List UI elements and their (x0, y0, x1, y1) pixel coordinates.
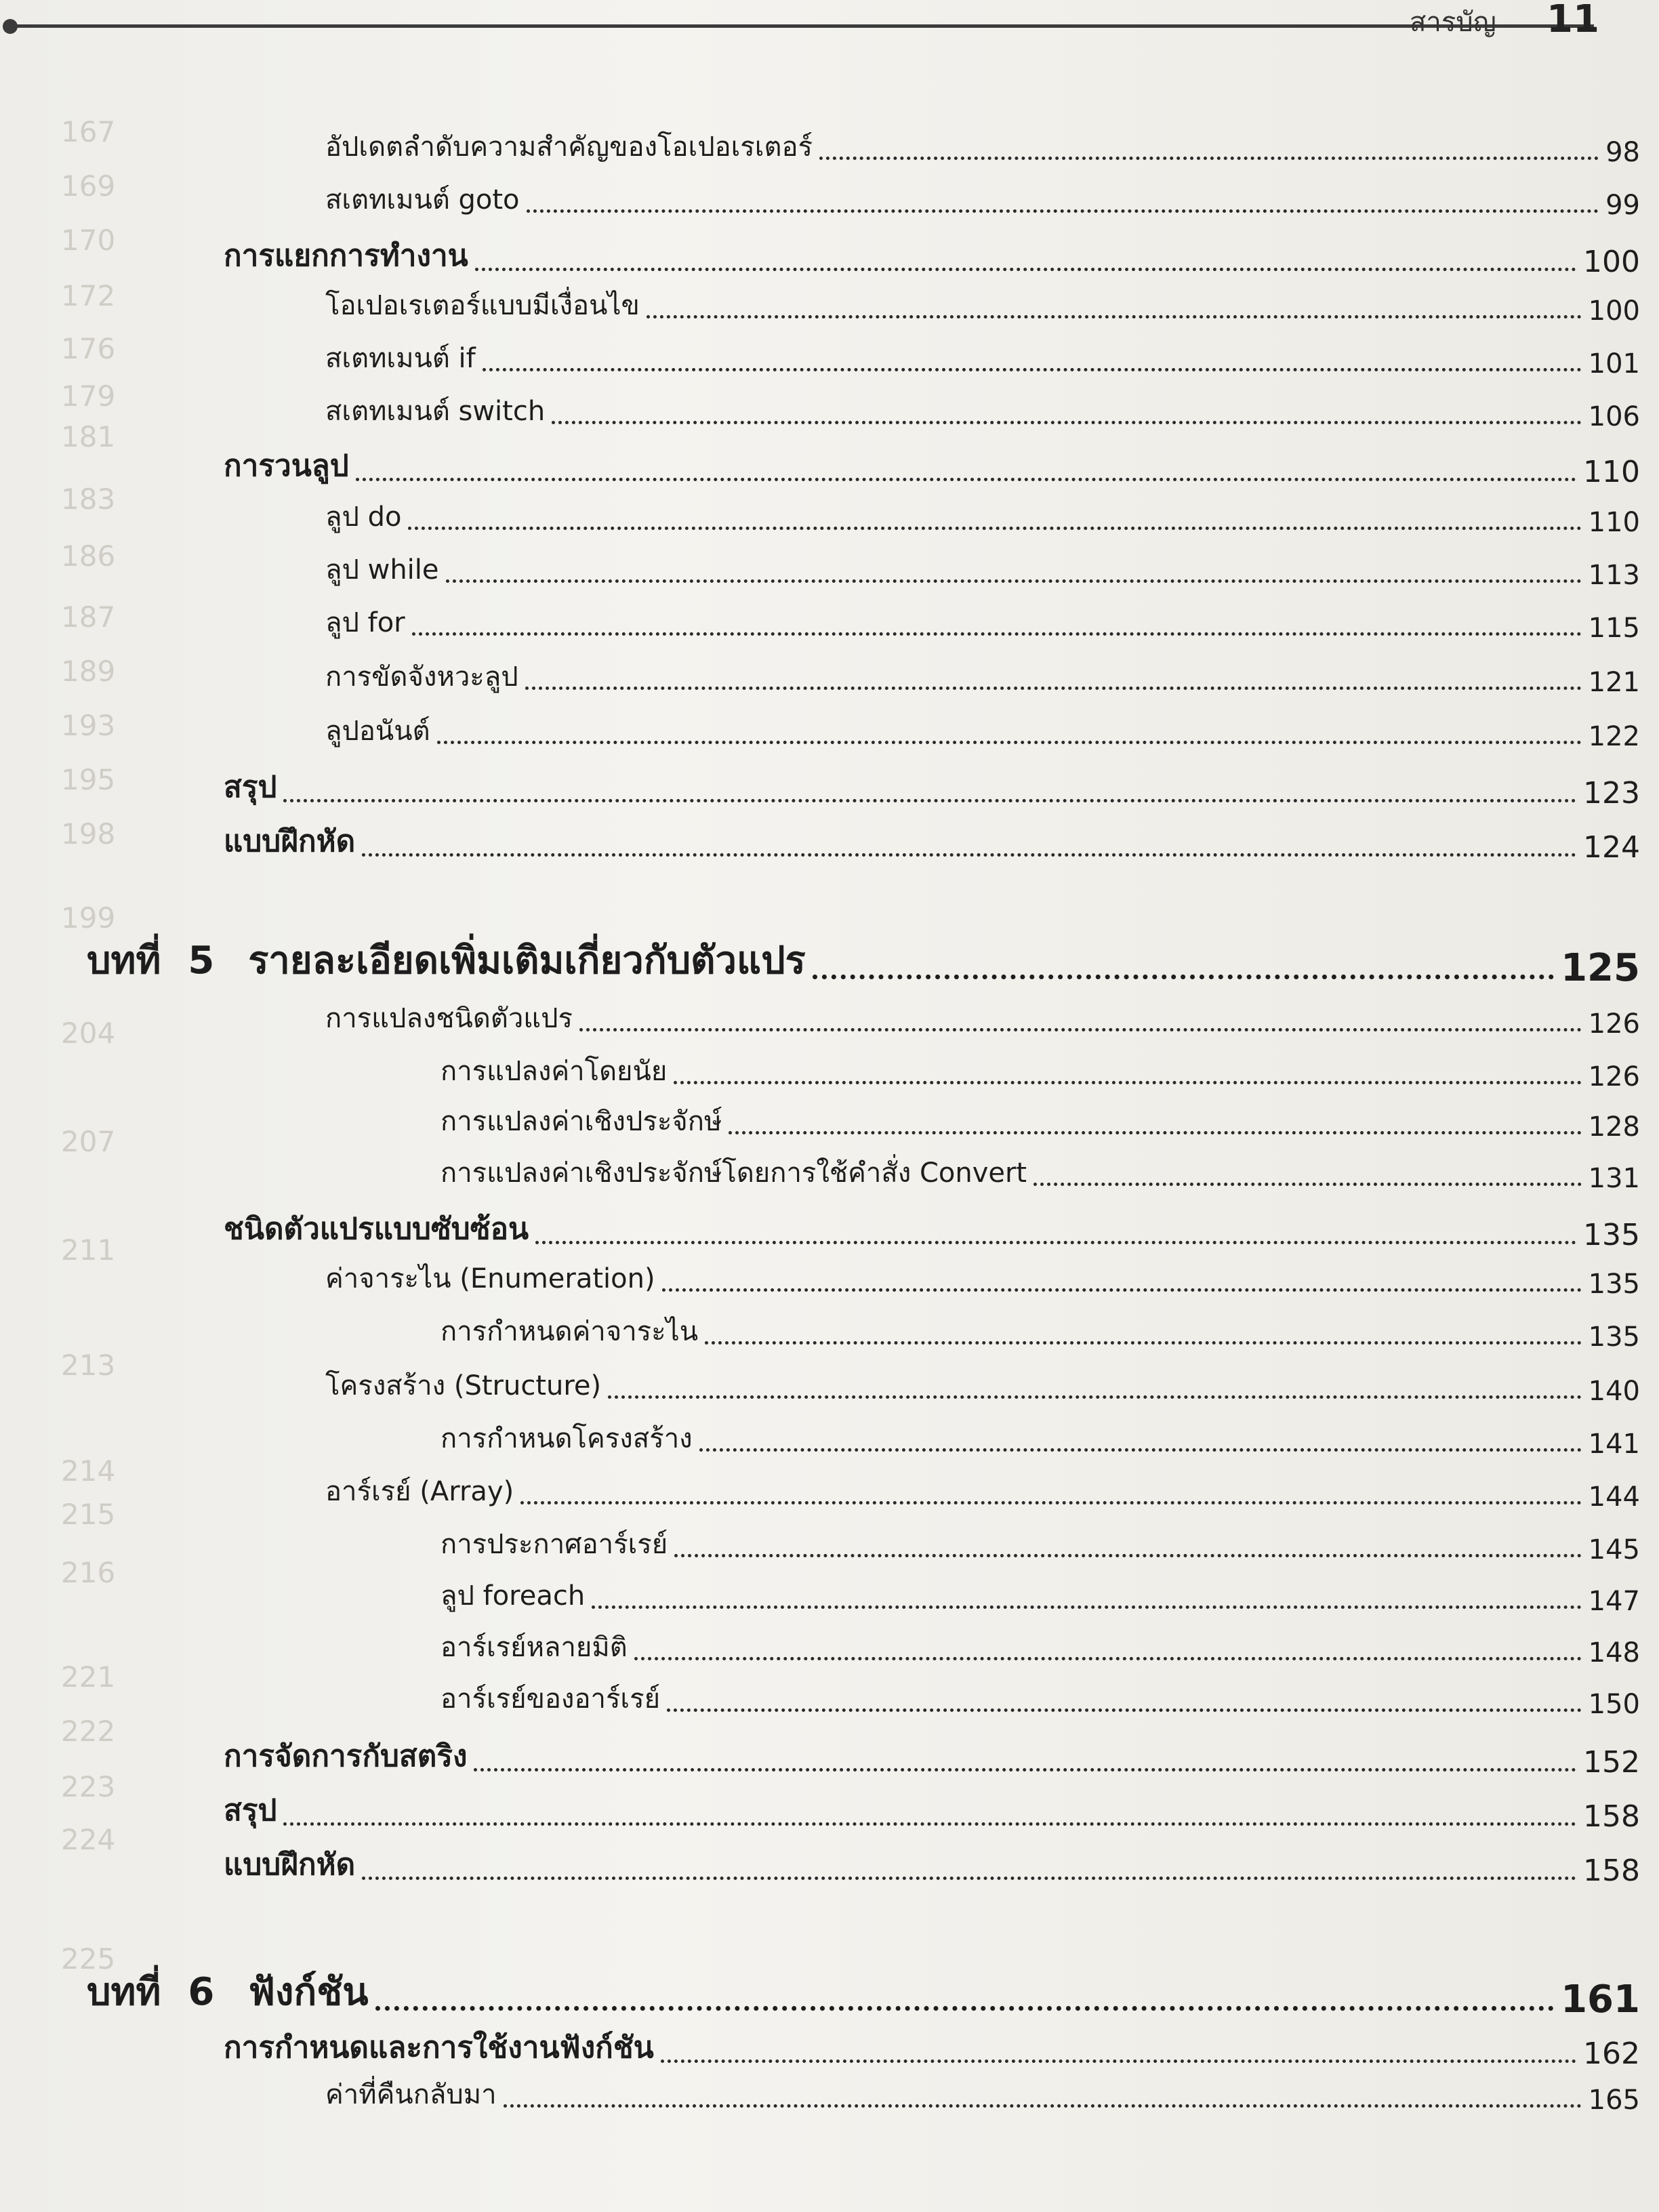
entry-page-number: 147 (1588, 1586, 1640, 1617)
entry-page-number: 135 (1588, 1322, 1640, 1353)
entry-page-number: 100 (1583, 245, 1640, 279)
ghost-number: 195 (61, 763, 116, 796)
chapter-name: รายละเอียดเพิ่มเติมเกี่ยวกับตัวแปร (248, 939, 806, 983)
entry-title: สเตทเมนต์ if (325, 343, 476, 374)
entry-title: แบบฝึกหัด (224, 824, 356, 859)
ghost-number: 167 (61, 115, 116, 148)
dot-leader (475, 268, 1576, 271)
entry-page-number: 144 (1588, 1481, 1640, 1513)
chapter-name: ฟังก์ชัน (248, 1970, 369, 2014)
ghost-number: 179 (61, 380, 116, 413)
toc-entry (441, 1151, 1640, 1194)
dot-leader (1033, 1183, 1582, 1186)
toc-entry (441, 1625, 1640, 1668)
chapter-label: บทที่ (87, 1970, 161, 2014)
dot-leader (579, 1028, 1582, 1031)
ghost-number: 181 (61, 420, 116, 453)
dot-leader (446, 579, 1582, 583)
dot-leader (535, 1241, 1576, 1244)
entry-title: ลูปอนันต์ (325, 716, 430, 747)
toc-entry (441, 1416, 1640, 1460)
dot-leader (362, 1877, 1576, 1880)
entry-title: อาร์เรย์หลายมิติ (441, 1632, 628, 1663)
dot-leader (283, 799, 1576, 802)
entry-page-number: 135 (1583, 1218, 1640, 1252)
entry-page-number: 140 (1588, 1376, 1640, 1407)
entry-page-number: 110 (1583, 455, 1640, 489)
toc-entry (224, 1205, 1640, 1252)
entry-title: การจัดการกับสตริง (224, 1739, 468, 1774)
entry-page-number: 162 (1583, 2036, 1640, 2071)
dot-leader (819, 157, 1599, 160)
entry-page-number: 115 (1588, 613, 1640, 644)
entry-title: สรุป (224, 770, 277, 804)
dot-leader (525, 687, 1582, 690)
entry-title: การวนลูป (224, 449, 349, 483)
toc-entry (325, 996, 1640, 1040)
entry-title: การกำหนดโครงสร้าง (441, 1423, 693, 1454)
chapter-entry (87, 1961, 1640, 2022)
toc-entry (325, 548, 1640, 591)
entry-title: สเตทเมนต์ switch (325, 396, 546, 427)
toc-entry (224, 763, 1640, 811)
chapter-title (87, 1961, 369, 2022)
dot-leader (283, 1822, 1576, 1826)
chapter-title (87, 930, 806, 990)
ghost-number: 169 (61, 169, 116, 203)
dot-leader (661, 2060, 1576, 2063)
ghost-number: 214 (61, 1454, 116, 1488)
toc-entry (224, 817, 1640, 865)
entry-title: ลูป for (325, 607, 405, 638)
entry-page-number: 141 (1588, 1429, 1640, 1460)
toc-entry (224, 442, 1640, 489)
toc-entry (325, 495, 1640, 538)
entry-page-number: 113 (1588, 560, 1640, 591)
entry-page-number: 150 (1588, 1689, 1640, 1720)
entry-title: การกำหนดและการใช้งานฟังก์ชัน (224, 2030, 654, 2065)
entry-title: การแยกการทำงาน (224, 239, 468, 273)
entry-title: การแปลงชนิดตัวแปร (325, 1003, 573, 1034)
ghost-number: 204 (61, 1017, 116, 1050)
dot-leader (552, 421, 1581, 424)
entry-title: การแปลงค่าโดยนัย (441, 1056, 668, 1087)
ghost-number: 193 (61, 709, 116, 742)
entry-page-number: 161 (1561, 1978, 1640, 2022)
page-number: 11 (1547, 0, 1599, 41)
ghost-number: 199 (61, 901, 116, 935)
ghost-number: 207 (61, 1125, 116, 1158)
entry-title: สเตทเมนต์ goto (325, 184, 520, 216)
toc-entry (325, 600, 1640, 644)
ghost-number: 183 (61, 483, 116, 516)
toc-entry (224, 2024, 1640, 2071)
ghost-number: 187 (61, 600, 116, 634)
dot-leader (699, 1448, 1582, 1452)
chapter-entry (87, 930, 1640, 990)
entry-title: สรุป (224, 1793, 277, 1828)
dot-leader (705, 1341, 1582, 1345)
entry-page-number: 100 (1588, 295, 1640, 327)
dot-leader (375, 2006, 1555, 2011)
entry-title: การแปลงค่าเชิงประจักษ์โดยการใช้คำสั่ง Convert (441, 1158, 1027, 1189)
dot-leader (813, 975, 1554, 979)
dot-leader (504, 2104, 1582, 2108)
ghost-number: 215 (61, 1498, 116, 1531)
entry-title: ชนิดตัวแปรแบบซับซ้อน (224, 1212, 529, 1246)
entry-title: ลูป do (325, 501, 402, 533)
ghost-number: 222 (61, 1715, 116, 1748)
entry-title: โอเปอเรเตอร์แบบมีเงื่อนไข (325, 290, 640, 321)
dot-leader (729, 1131, 1581, 1134)
ghost-number: 216 (61, 1556, 116, 1589)
ghost-number: 172 (61, 279, 116, 312)
dot-leader (408, 527, 1581, 530)
toc-entry (325, 283, 1640, 327)
toc-entry (325, 1469, 1640, 1513)
entry-page-number: 126 (1588, 1008, 1640, 1040)
entry-title: การขัดจังหวะลูป (325, 661, 518, 693)
dot-leader (362, 853, 1576, 857)
entry-title: การกำหนดค่าจาระไน (441, 1316, 699, 1347)
entry-page-number: 152 (1583, 1745, 1640, 1780)
toc-entry (224, 1841, 1640, 1888)
toc-entry (441, 1309, 1640, 1353)
entry-title: อาร์เรย์ (Array) (325, 1476, 514, 1507)
ghost-number: 170 (61, 224, 116, 257)
ghost-number: 198 (61, 817, 116, 851)
toc-entry (441, 1574, 1640, 1617)
entry-title: ลูป while (325, 554, 439, 586)
toc-entry (441, 1677, 1640, 1720)
toc-entry (325, 389, 1640, 432)
entry-title: การประกาศอาร์เรย์ (441, 1529, 668, 1560)
toc-entry (441, 1522, 1640, 1565)
ghost-number: 211 (61, 1233, 116, 1267)
toc-entry (224, 1732, 1640, 1780)
dot-leader (608, 1395, 1581, 1399)
header-rule (8, 24, 1594, 28)
entry-page-number: 124 (1583, 830, 1640, 865)
entry-page-number: 131 (1588, 1163, 1640, 1194)
entry-page-number: 158 (1583, 1799, 1640, 1834)
entry-page-number: 145 (1588, 1534, 1640, 1565)
dot-leader (667, 1708, 1582, 1712)
toc-entry (441, 1099, 1640, 1143)
chapter-number: 5 (188, 939, 215, 983)
entry-title: โครงสร้าง (Structure) (325, 1370, 602, 1401)
ghost-number: 225 (61, 1942, 116, 1975)
entry-page-number: 158 (1583, 1853, 1640, 1888)
dot-leader (356, 478, 1576, 481)
dot-leader (662, 1288, 1582, 1292)
ghost-number: 189 (61, 655, 116, 688)
entry-page-number: 99 (1605, 190, 1640, 221)
entry-page-number: 135 (1588, 1269, 1640, 1300)
toc-entry (325, 125, 1640, 168)
entry-title: อัปเดตลำดับความสำคัญของโอเปอเรเตอร์ (325, 131, 813, 163)
dot-leader (674, 1081, 1581, 1084)
entry-page-number: 148 (1588, 1637, 1640, 1668)
dot-leader (592, 1605, 1581, 1609)
ghost-number: 223 (61, 1770, 116, 1803)
entry-page-number: 121 (1588, 667, 1640, 698)
toc-entry (325, 709, 1640, 752)
entry-page-number: 106 (1588, 401, 1640, 432)
toc-entry (325, 336, 1640, 380)
entry-page-number: 123 (1583, 776, 1640, 811)
dot-leader (634, 1657, 1582, 1660)
dot-leader (412, 632, 1582, 636)
toc-entry (325, 1256, 1640, 1300)
entry-page-number: 122 (1588, 721, 1640, 752)
dot-leader (527, 209, 1599, 213)
dot-leader (437, 741, 1582, 744)
ghost-number: 221 (61, 1660, 116, 1694)
toc-entry (325, 655, 1640, 698)
toc-entry (224, 232, 1640, 279)
entry-page-number: 128 (1588, 1111, 1640, 1143)
chapter-number: 6 (188, 1970, 215, 2014)
toc-entry (325, 178, 1640, 221)
toc-entry (224, 1786, 1640, 1834)
toc-entry (325, 1364, 1640, 1407)
ghost-number: 213 (61, 1349, 116, 1382)
entry-title: การแปลงค่าเชิงประจักษ์ (441, 1106, 722, 1137)
entry-page-number: 110 (1588, 507, 1640, 538)
dot-leader (483, 368, 1582, 371)
entry-page-number: 125 (1561, 946, 1640, 990)
dot-leader (520, 1501, 1581, 1504)
ghost-number: 224 (61, 1823, 116, 1856)
entry-title: ค่าที่คืนกลับมา (325, 2079, 497, 2110)
dot-leader (647, 315, 1582, 319)
entry-title: ค่าจาระไน (Enumeration) (325, 1263, 655, 1294)
entry-page-number: 101 (1588, 348, 1640, 380)
entry-title: อาร์เรย์ของอาร์เรย์ (441, 1683, 661, 1715)
toc-entry (441, 1049, 1640, 1092)
dot-leader (674, 1554, 1581, 1557)
ghost-number: 176 (61, 332, 116, 365)
running-head: สารบัญ (1410, 7, 1496, 38)
ghost-number: 186 (61, 539, 116, 573)
toc-entry (325, 2072, 1640, 2116)
entry-title: แบบฝึกหัด (224, 1847, 356, 1882)
entry-title: ลูป foreach (441, 1580, 586, 1612)
dot-leader (474, 1768, 1576, 1771)
entry-page-number: 126 (1588, 1061, 1640, 1092)
entry-page-number: 98 (1605, 137, 1640, 168)
chapter-label: บทที่ (87, 939, 161, 983)
entry-page-number: 165 (1588, 2085, 1640, 2116)
